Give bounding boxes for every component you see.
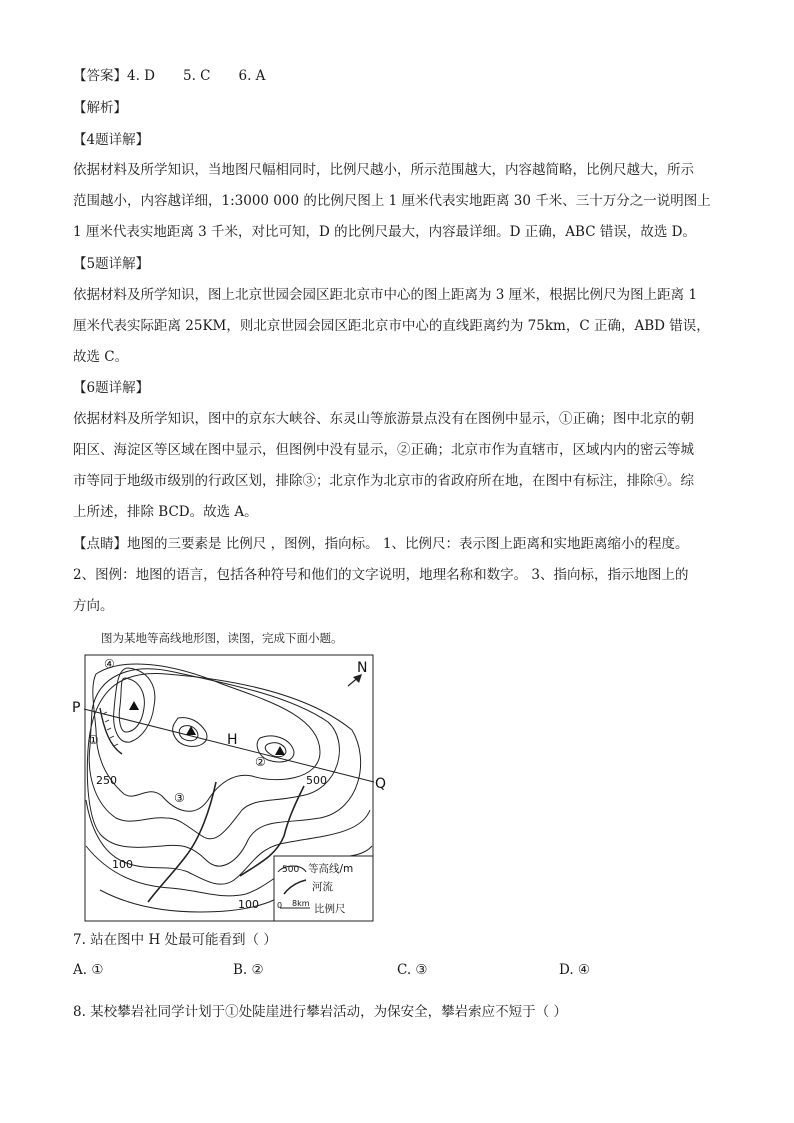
tip-line: 【点睛】地图的三要素是 比例尺 ，图例，指向标。 1、比例尺：表示图上距离和实地距离缩小的程度。 [73,536,689,552]
contour-line [89,669,339,839]
legend-scale-label: 比例尺 [314,903,346,915]
contour-map [70,650,392,925]
answer-line [73,66,265,86]
q7-option-a[interactable]: A. ① [73,962,104,978]
answer-item: 5. C [183,68,211,84]
marker-2: ② [255,755,266,769]
q7-option-c[interactable]: C. ③ [397,962,428,978]
label-h: H [227,732,238,748]
contour-value-100: 100 [238,898,259,911]
q4-text-line: 1 厘米代表实地距离 3 千米，对比可知，D 的比例尺最大，内容最详细。D 正确，ABC 错误，故选 D。 [73,224,696,240]
contour-value-500: 500 [306,774,327,787]
q6-text-line: 阳区、海淀区等区域在图中显示，但图例中没有显示，②正确；北京市作为直辖市，区域内内的密云等城 [73,442,694,458]
q6-heading: 【6题详解】 [73,380,150,396]
contour-value-250: 250 [96,774,117,787]
legend-contour-label: 等高线/m [308,863,354,875]
peak-triangle-icon [129,701,139,710]
marker-4: ④ [104,657,115,671]
map-legend [274,856,373,921]
figure-caption: 图为某地等高线地形图，读图，完成下面小题。 [101,631,343,645]
legend-scale-zero: 0 [277,901,283,910]
marker-3: ③ [174,791,185,805]
answer-item: 6. A [238,68,266,84]
answer-item: 4. D [127,68,155,84]
label-n: N [357,660,368,676]
q7-option-b[interactable]: B. ② [233,962,264,978]
q4-text-line: 范围越小，内容越详细，1:3000 000 的比例尺图上 1 厘米代表实地距离 30 千米、三十万分之一说明图上 [73,193,711,209]
q5-text-line: 依据材料及所学知识，图上北京世园会园区距北京市中心的图上距离为 3 厘米，根据比例尺为图上距离 1 [73,287,698,303]
tip-line: 方向。 [73,598,114,614]
legend-river-label: 河流 [312,881,333,893]
q4-text-line: 依据材料及所学知识，当地图尺幅相同时，比例尺越小，所示范围越大，内容越简略，比例尺越大，所示 [73,162,694,178]
cliff-marker [100,708,122,754]
legend-contour-value: 500 [282,865,300,875]
q6-text-line: 上所述，排除 BCD。故选 A。 [73,504,258,520]
peak-triangle-icon [275,746,285,755]
q5-heading: 【5题详解】 [73,256,150,272]
q8-stem: 8. 某校攀岩社同学计划于①处陡崖进行攀岩活动，为保安全，攀岩索应不短于（ ） [73,1004,567,1020]
q6-text-line: 依据材料及所学知识，图中的京东大峡谷、东灵山等旅游景点没有在图例中显示，①正确；图中北京的朝 [73,411,694,427]
analysis-label: 【解析】 [73,100,127,116]
legend-scale-value: 8km [292,899,310,908]
q7-stem: 7. 站在图中 H 处最可能看到（ ） [73,932,277,948]
tip-line: 2、图例：地图的语言，包括各种符号和他们的文字说明，地理名称和数字。 3、指向标，指示地图上的 [73,567,689,583]
answer-label: 【答案】 [73,68,127,84]
label-q: Q [375,776,387,792]
q4-heading: 【4题详解】 [73,132,150,148]
marker-1: ① [88,733,99,747]
q5-text-line: 厘米代表实际距离 25KM，则北京世园会园区距北京市中心的直线距离约为 75km，C 正确，ABD 错误， [73,318,710,334]
q5-text-line: 故选 C。 [73,349,129,365]
peak-triangle-icon [186,726,196,735]
contour-value-100: 100 [112,858,133,871]
q7-option-d[interactable]: D. ④ [559,962,591,978]
label-p: P [72,700,81,716]
q6-text-line: 市等同于地级市级别的行政区划，排除③；北京作为北京市的省政府所在地，在图中有标注，排除④。综 [73,473,694,489]
